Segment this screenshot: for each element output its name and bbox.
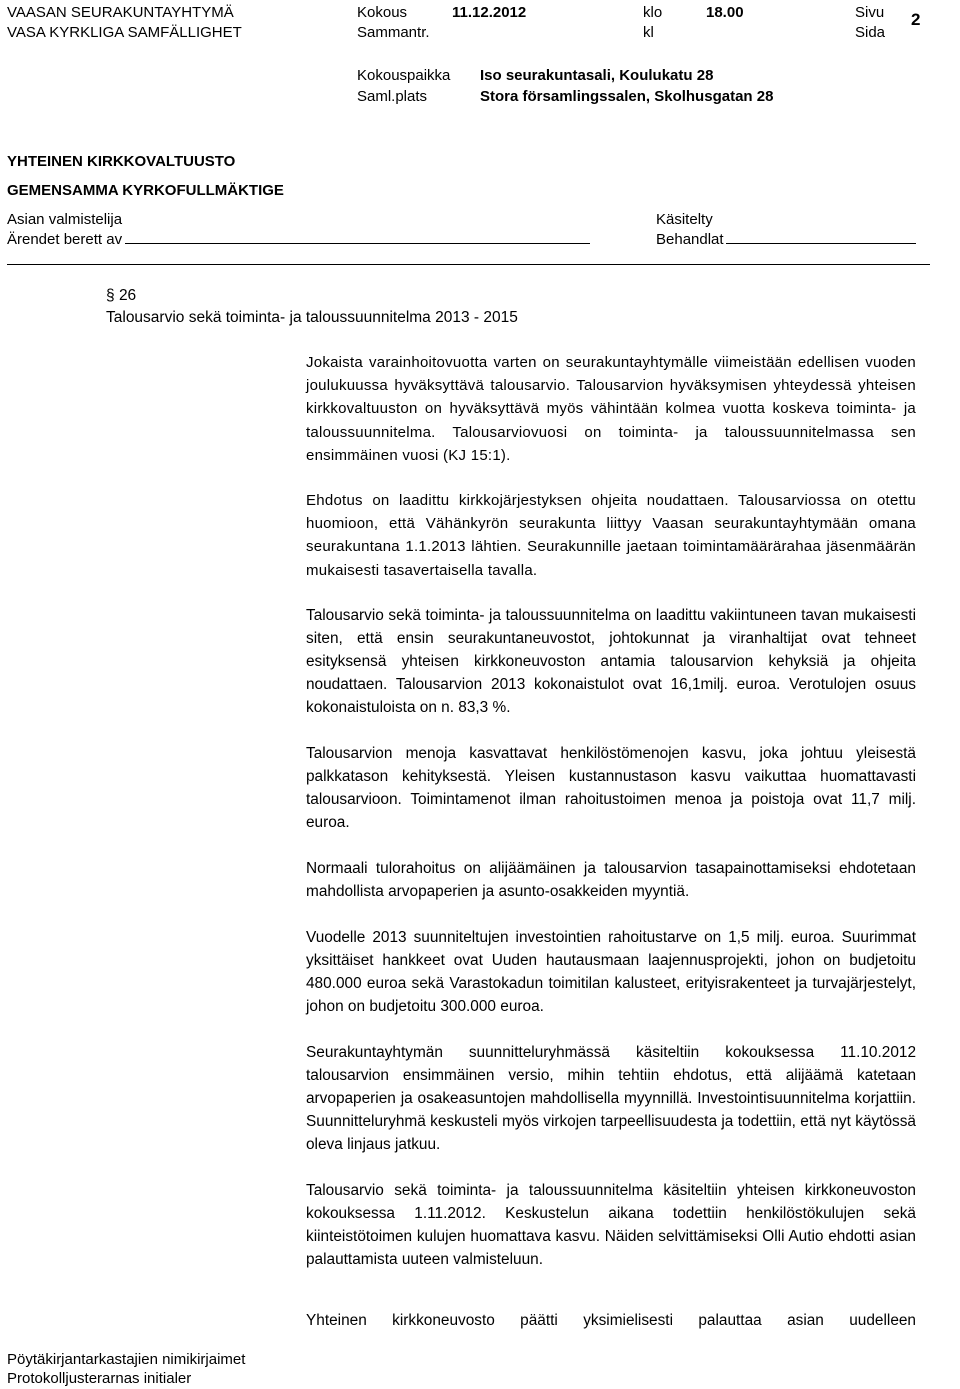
paragraph: Ehdotus on laadittu kirkkojärjestyksen ohjeita noudattaen. Talousarviossa on otettu huomioon, että Vähänkyrön seurakunta liittyy Vaasan seurakuntayhtymään omana seurakuntana 1.1.2013 lähtien. Seurakunnille jaetaan toimintamäärärahaa jäsenmäärän mukaisesti tasavertaisella tavalla. (306, 492, 916, 579)
place-label-sv: Saml.plats (357, 88, 428, 105)
footer-signatures-sv: Protokolljusterarnas initialer (7, 1370, 192, 1387)
handled-label-sv-text: Behandlat (656, 231, 724, 248)
place-label-fi: Kokouspaikka (357, 67, 451, 84)
paragraph: Vuodelle 2013 suunniteltujen investointien rahoitustarve on 1,5 milj. euroa. Suurimmat yksittäiset hankkeet ovat Uuden hautausmaan laajennusprojekti, johon on budjetoitu 480.000 euroa sekä Varastokadun toimitilan kalusteet, erityisrakenteet ja turvajärjestelyt, johon on budjetoitu 300.000 euroa. (306, 928, 916, 1015)
meeting-date: 11.12.2012 (452, 4, 527, 21)
preparer-label-sv (7, 229, 590, 249)
page-label-fi: Sivu (855, 4, 885, 21)
body-title-sv: GEMENSAMMA KYRKOFULLMÄKTIGE (7, 182, 284, 199)
meeting-label-sv: Sammantr. (357, 24, 430, 41)
time-label-sv: kl (643, 24, 654, 41)
org-name-fi: VAASAN SEURAKUNTAYHTYMÄ (7, 4, 234, 21)
place-sv: Stora församlingssalen, Skolhusgatan 28 (480, 88, 774, 105)
handled-blank-line (726, 229, 916, 244)
preparer-blank-line (125, 229, 590, 244)
paragraph: Talousarvion menoja kasvattavat henkilöstömenojen kasvu, joka johtuu yleisestä palkkatason kehityksestä. Yleisen kustannustason kasvu vaikuttaa huomattavasti talousarvioon. Toimintamenot ilman rahoitustoimen menoa ja poistoja ovat 11,7 milj. euroa. (306, 744, 916, 831)
meeting-label-fi: Kokous (357, 4, 408, 21)
body-title-fi: YHTEINEN KIRKKOVALTUUSTO (7, 153, 236, 170)
header-divider (7, 264, 930, 265)
footer-signatures-fi: Pöytäkirjantarkastajien nimikirjaimet (7, 1351, 246, 1368)
place-fi: Iso seurakuntasali, Koulukatu 28 (480, 67, 714, 84)
paragraph: Jokaista varainhoitovuotta varten on seurakuntayhtymälle viimeistään edellisen vuoden joulukuussa hyväksyttävä talousarvio. Talousarvion hyväksymisen yhteydessä yhteisen kirkkovaltuuston on hyväksyttävä myös vähintään kolmea vuotta koskeva toiminta- ja taloussuunnitelma. Talousarviovuosi on toiminta- ja taloussuunnitelmassa sen ensimmäinen vuosi (KJ 15:1). (306, 354, 916, 464)
org-name-sv: VASA KYRKLIGA SAMFÄLLIGHET (7, 24, 242, 41)
time-label-fi: klo (643, 4, 663, 21)
page-number: 2 (911, 10, 921, 29)
preparer-label-sv-text: Ärendet berett av (7, 231, 123, 248)
meeting-time: 18.00 (706, 4, 744, 21)
preparer-label-fi: Asian valmistelija (7, 211, 123, 228)
section-number-text: 26 (118, 287, 137, 304)
handled-label-sv (656, 229, 916, 249)
paragraph: Yhteinen kirkkoneuvosto päätti yksimielisesti palauttaa asian uudelleen (306, 1312, 916, 1329)
section-symbol: § (106, 287, 115, 304)
section-body-tail (306, 1309, 916, 1355)
paragraph: Normaali tulorahoitus on alijäämäinen ja talousarvion tasapainottamiseksi ehdotetaan mahdollista arvopaperien ja asunto-osakkeiden myyntiä. (306, 859, 916, 900)
page-label-sv: Sida (855, 24, 886, 41)
paragraph: Talousarvio sekä toiminta- ja taloussuunnitelma on laadittu vakiintuneen tavan mukaisesti siten, että ensin seurakuntaneuvostot, johtokunnat ja viranhaltijat ovat tehneet esityksensä yhteisen kirkkoneuvoston antamia talousarvion kehyksiä ja ohjeita noudattaen. Talousarvion 2013 kokonaistulot ovat 16,1milj. euroa. Verotulojen osuus kokonaistuloista on n. 83,3 %. (306, 606, 916, 716)
paragraph: Seurakuntayhtymän suunnitteluryhmässä käsiteltiin kokouksessa 11.10.2012 talousarvion ensimmäinen versio, mihin tehtiin ehdotus, että alijäämä katetaan arvopaperien ja osakeasuntojen mahdollisella myynnillä. Investointisuunnitelma korjattiin. Suunnitteluryhmä keskusteli myös virkojen tarpeellisuudesta ja todettiin, että nyt käytössä oleva linjaus jatkuu. (306, 1043, 916, 1153)
section-number (106, 285, 136, 307)
section-title: Talousarvio sekä toiminta- ja taloussuunnitelma 2013 - 2015 (106, 309, 518, 326)
paragraph: Talousarvio sekä toiminta- ja taloussuunnitelma käsiteltiin yhteisen kirkkoneuvoston kokouksessa 1.11.2012. Keskustelun aikana todettiin henkilöstökulujen sekä kiinteistötoimen kulujen huomattava kasvu. Näiden selvittämiseksi Olli Autio ehdotti asian palauttamista uuteen valmisteluun. (306, 1181, 916, 1268)
handled-label-fi: Käsitelty (656, 211, 713, 228)
section-body (306, 351, 916, 1294)
